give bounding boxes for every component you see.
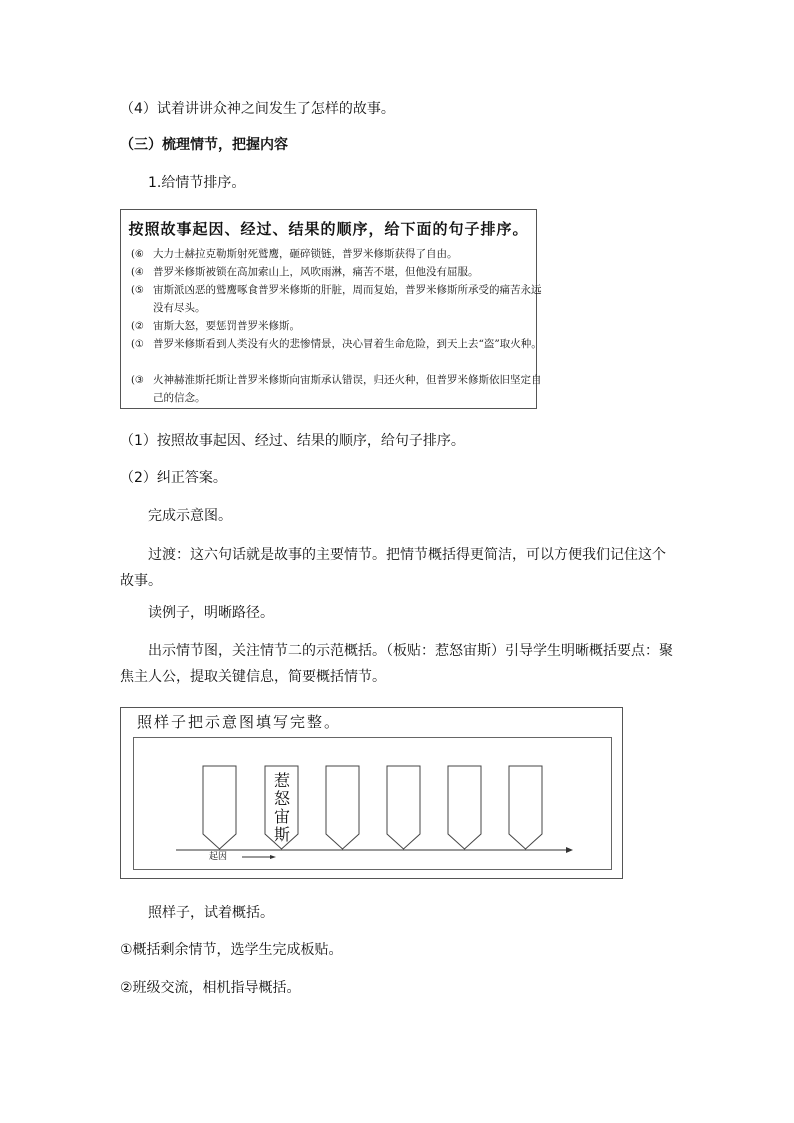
transition-paragraph: 过渡：这六句话就是故事的主要情节。把情节概括得更简洁，可以方便我们记住这个故事。	[120, 547, 666, 589]
read-example: 读例子，明晰路径。	[148, 605, 274, 621]
sub-question-2: （2）纠正答案。	[120, 470, 227, 486]
ordering-item	[131, 245, 531, 264]
ordering-number: (③	[131, 375, 144, 386]
plot-diagram-box	[120, 707, 623, 879]
task-1: 1.给情节排序。	[148, 175, 246, 191]
ordering-number: (⑤	[131, 285, 144, 296]
show-plot-paragraph: 出示情节图，关注情节二的示范概括。（板贴：惹怒宙斯）引导学生明晰概括要点：聚焦主人公，提取关键信息，简要概括情节。	[120, 643, 673, 685]
axis-label-cause: 起因	[209, 852, 228, 862]
ordering-text: 普罗米修斯看到人类没有火的悲惨情景，决心冒着生命危险，到天上去“盗”取火种。	[153, 338, 542, 350]
ordering-number: (④	[131, 267, 144, 278]
complete-diagram: 完成示意图。	[148, 508, 232, 524]
plot-card-1	[203, 766, 236, 849]
plot-card-4	[387, 766, 420, 849]
ordering-item	[131, 317, 531, 336]
plot-card-6	[509, 766, 542, 849]
plot-diagram-title: 照样子把示意图填写完整。	[137, 713, 342, 731]
example-label: 惹怒宙斯	[273, 771, 290, 844]
ordering-item	[131, 335, 542, 354]
step-2: ②班级交流，相机指导概括。	[120, 980, 301, 996]
plot-diagram-inner	[133, 737, 612, 870]
try-summarize: 照样子，试着概括。	[148, 905, 274, 921]
section-heading: （三）梳理情节，把握内容	[120, 137, 288, 153]
ordering-text: 普罗米修斯被锁在高加索山上，风吹雨淋，痛苦不堪，但他没有屈服。	[153, 266, 479, 278]
ordering-item	[131, 371, 542, 404]
ordering-text: 大力士赫拉克勒斯射死鹫鹰，砸碎锁链，普罗米修斯获得了自由。	[153, 248, 458, 260]
plot-card-3	[326, 766, 359, 849]
ordering-number: (①	[131, 339, 144, 350]
cause-arrowhead	[270, 855, 276, 859]
ordering-text: 火神赫淮斯托斯让普罗米修斯向宙斯承认错误，归还火种，但普罗米修斯依旧坚定自己的信念。	[153, 374, 542, 404]
plot-card-5	[448, 766, 481, 849]
ordering-number: (②	[131, 321, 144, 332]
ordering-item	[131, 263, 531, 282]
timeline-arrowhead	[566, 847, 573, 853]
plot-diagram-svg	[134, 738, 613, 871]
sub-question-1: （1）按照故事起因、经过、结果的顺序，给句子排序。	[120, 433, 465, 449]
ordering-number: (⑥	[131, 249, 144, 260]
ordering-box-title: 按照故事起因、经过、结果的顺序，给下面的句子排序。	[128, 220, 529, 238]
ordering-text: 宙斯派凶恶的鹫鹰啄食普罗米修斯的肝脏，周而复始，普罗米修斯所承受的痛苦永远没有尽头。	[153, 284, 542, 314]
question-4: （4）试着讲讲众神之间发生了怎样的故事。	[120, 101, 395, 117]
ordering-item	[131, 281, 542, 314]
sentence-ordering-box	[120, 209, 542, 409]
step-1: ①概括剩余情节，选学生完成板贴。	[120, 942, 343, 958]
ordering-text: 宙斯大怒，要惩罚普罗米修斯。	[153, 320, 300, 332]
